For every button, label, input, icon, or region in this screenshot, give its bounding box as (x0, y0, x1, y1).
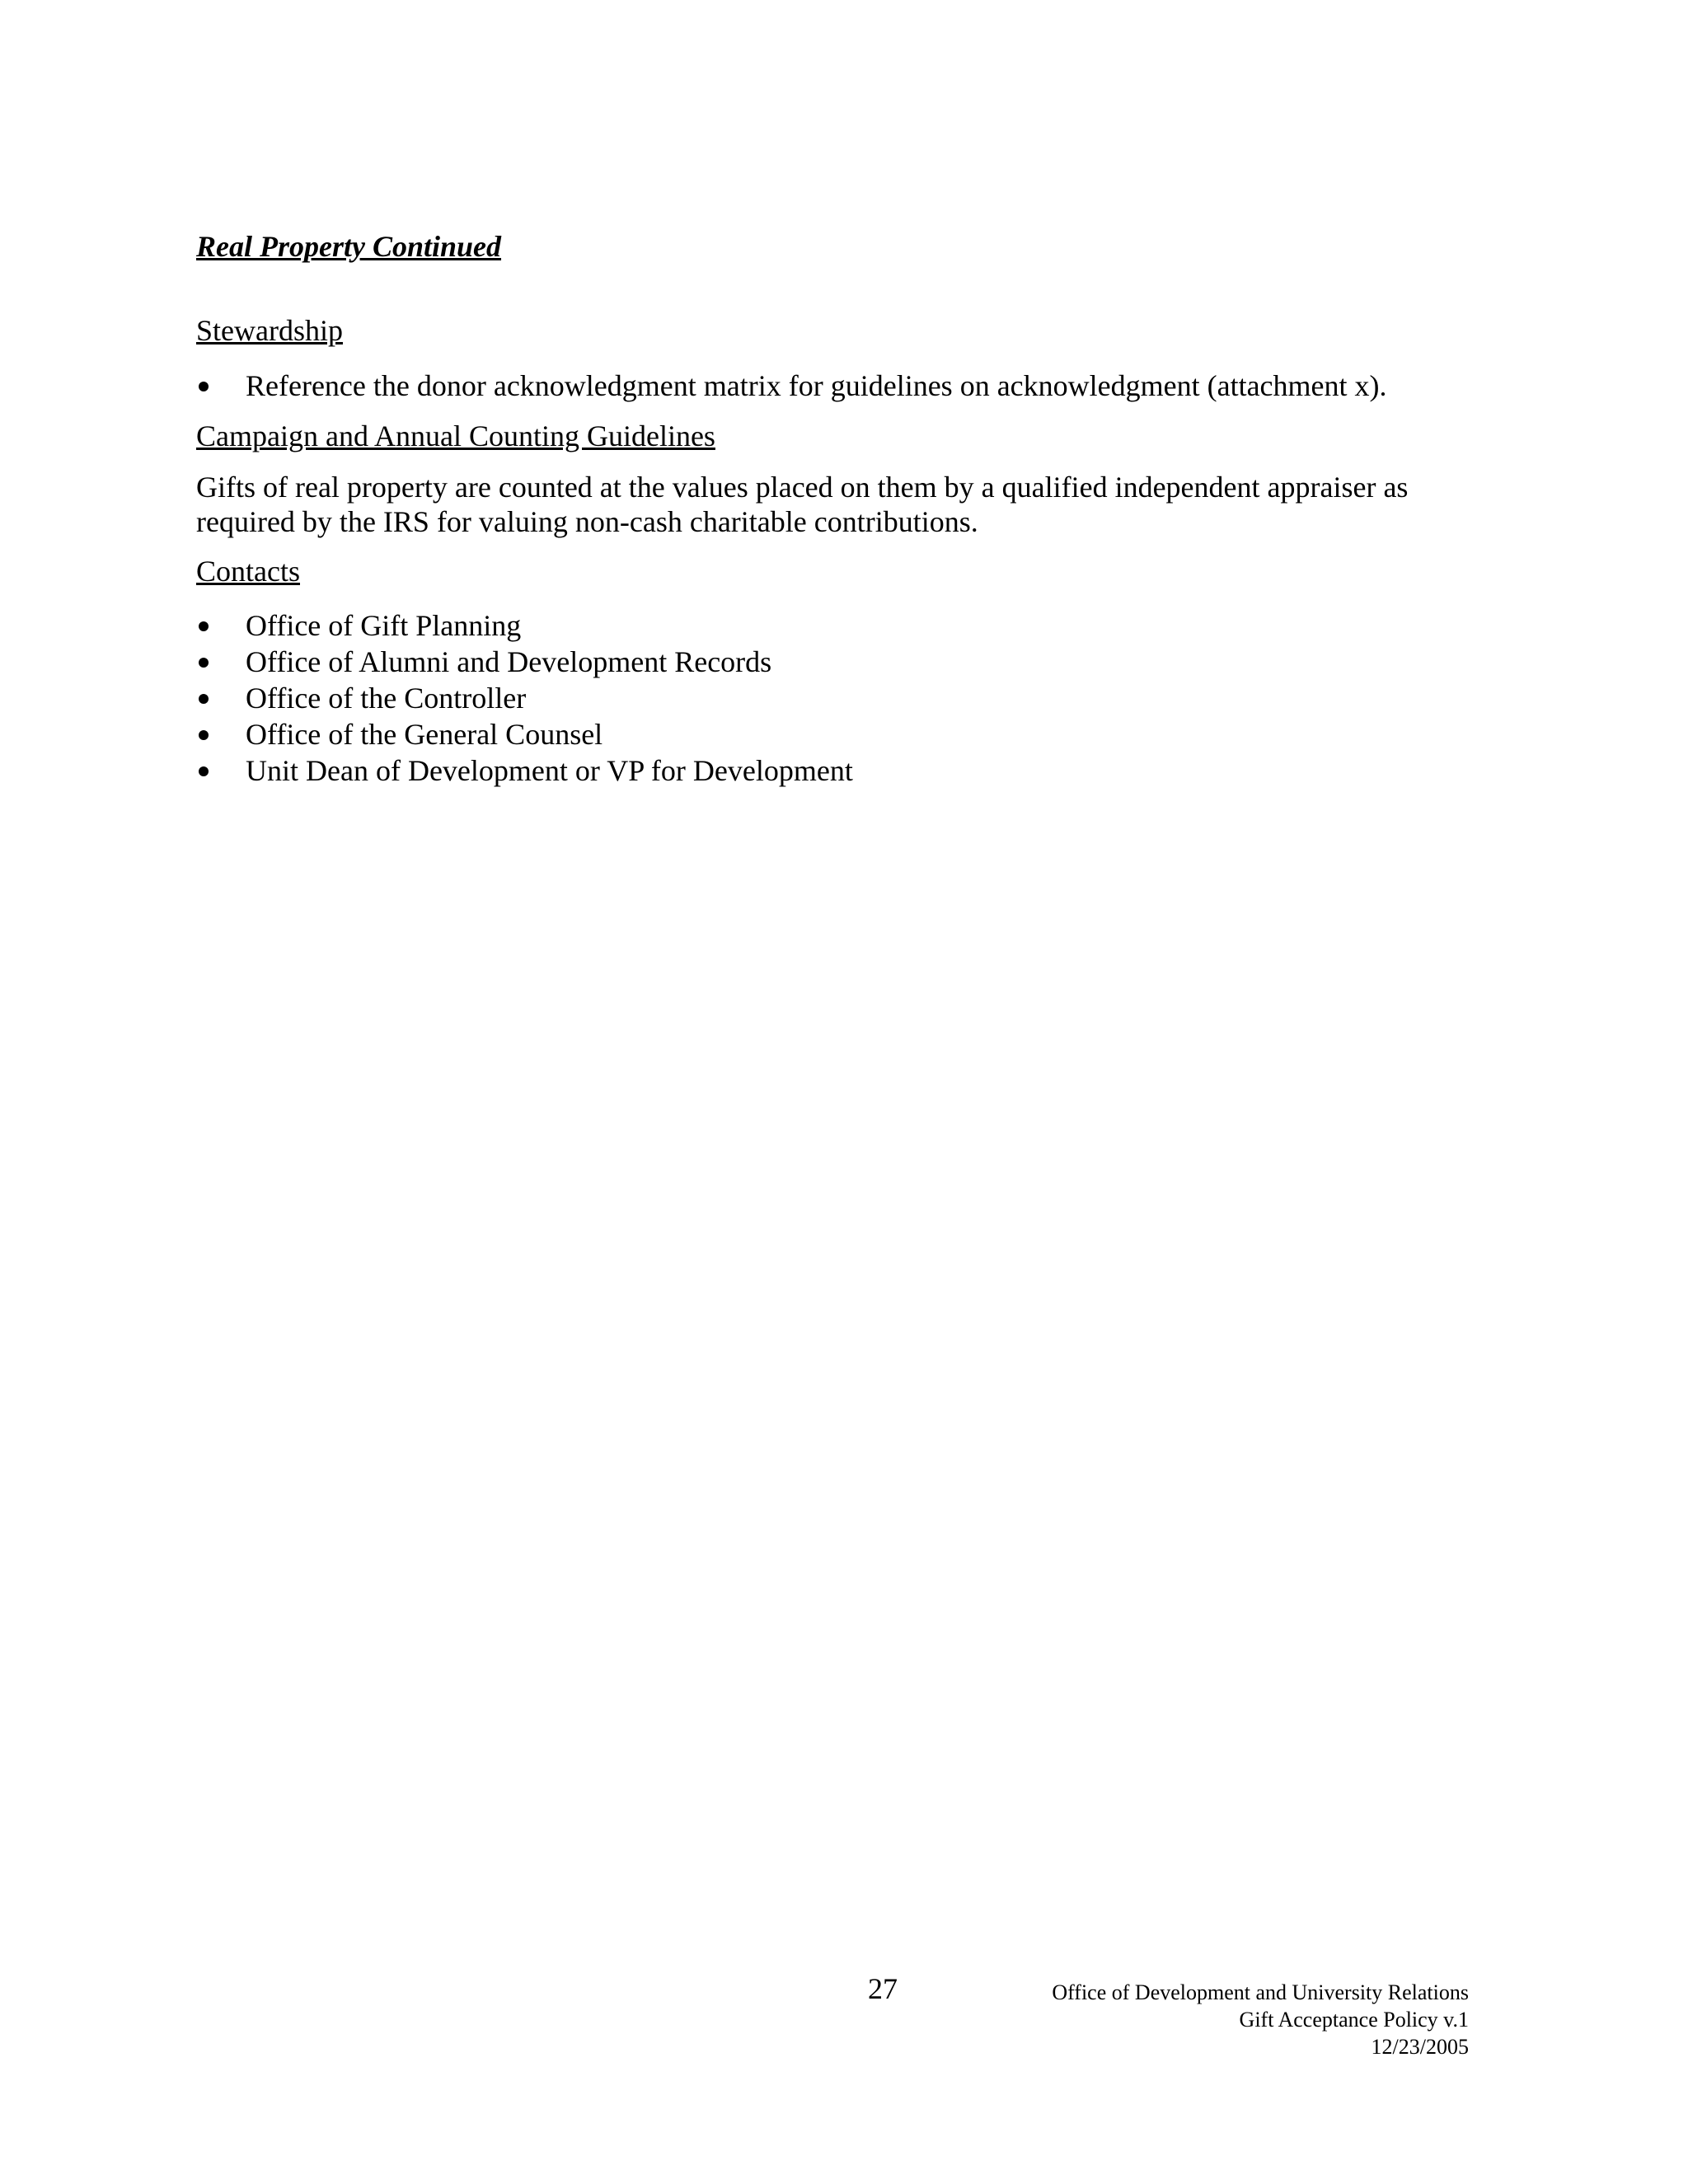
bullet-icon (199, 730, 209, 740)
list-item (196, 644, 853, 680)
bullet-icon (199, 694, 209, 704)
list-item (196, 716, 853, 752)
footer (1052, 1979, 1469, 2060)
section-heading: Real Property Continued (196, 230, 502, 263)
list-item (196, 368, 1387, 404)
list-item (196, 680, 853, 716)
stewardship-title: Stewardship (196, 314, 343, 347)
bullet-icon (199, 658, 209, 668)
footer-office: Office of Development and University Relations (1052, 1980, 1469, 2004)
list-item (196, 752, 853, 789)
footer-date: 12/23/2005 (1371, 2035, 1469, 2059)
contacts-title: Contacts (196, 555, 300, 588)
footer-policy: Gift Acceptance Policy v.1 (1239, 2008, 1469, 2032)
contacts-list (196, 607, 853, 789)
page-number: 27 (868, 1972, 898, 2005)
bullet-icon (199, 621, 209, 631)
bullet-icon (199, 766, 209, 776)
list-item-text: Office of Gift Planning (246, 609, 522, 642)
list-item-text: Unit Dean of Development or VP for Development (246, 754, 853, 787)
list-item-text: Reference the donor acknowledgment matrix for guidelines on acknowledgment (attachment x). (246, 369, 1387, 402)
list-item-text: Office of the General Counsel (246, 718, 603, 751)
campaign-paragraph: Gifts of real property are counted at the values placed on them by a qualified independent appraiser as required by the IRS for valuing non-cash charitable contributions. (196, 471, 1409, 538)
campaign-title: Campaign and Annual Counting Guidelines (196, 419, 715, 452)
list-item (196, 607, 853, 644)
bullet-icon (199, 382, 209, 391)
list-item-text: Office of the Controller (246, 682, 527, 715)
list-item-text: Office of Alumni and Development Records (246, 645, 772, 678)
stewardship-list (196, 368, 1387, 404)
